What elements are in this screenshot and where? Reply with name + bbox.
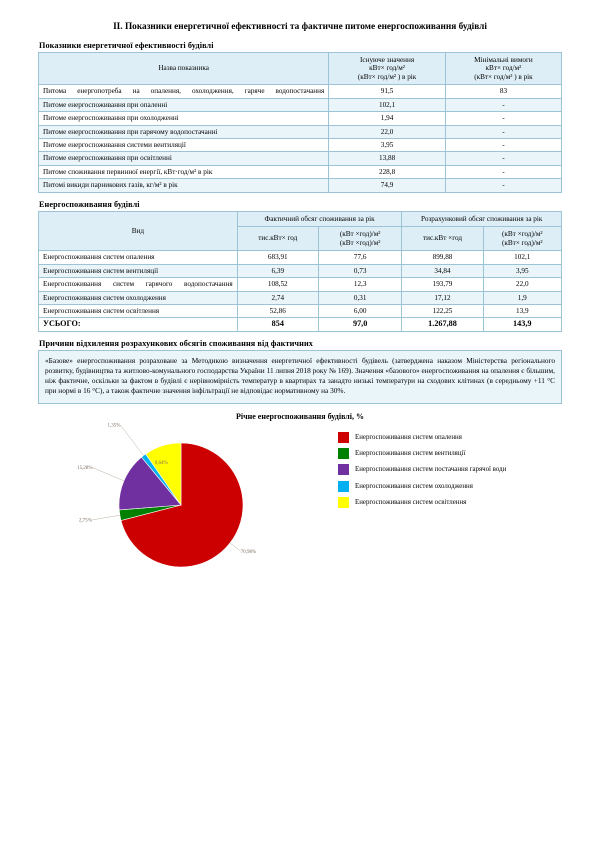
- page-title: II. Показники енергетичної ефективності та фактичне питоме енергоспоживання будівлі: [113, 22, 487, 32]
- legend-item: [338, 448, 598, 459]
- legend-item: [338, 481, 598, 492]
- legend-swatch-cooling: [338, 481, 349, 492]
- calc-absolute: 122,25: [402, 304, 483, 317]
- table-row: [39, 98, 562, 111]
- col-calc-specific-line2: (кВт× год)/м²: [501, 238, 543, 247]
- fact-absolute: 6,39: [237, 264, 318, 277]
- indicator-minimal: -: [445, 152, 561, 165]
- consumption-kind: Енергоспоживання систем опалення: [39, 251, 238, 264]
- fact-specific: 0,73: [318, 264, 402, 277]
- table-row: [39, 85, 562, 98]
- section-heading-consumption: Енергоспоживання будівлі: [39, 199, 140, 209]
- indicator-minimal: -: [445, 138, 561, 151]
- total-calc-specific: 143,9: [483, 318, 561, 331]
- col-calc-specific: [483, 227, 561, 251]
- col-existing-line1: Існуюче значення: [360, 55, 415, 64]
- consumption-kind: Енергоспоживання систем освітлення: [39, 304, 238, 317]
- legend-item: [338, 432, 598, 443]
- fact-absolute: 108,52: [237, 278, 318, 291]
- col-calc-group: Розрахунковий обсяг споживання за рік: [402, 211, 562, 227]
- indicator-name: Питоме енергоспоживання при освітленні: [39, 152, 329, 165]
- legend-swatch-hot-water: [338, 464, 349, 475]
- col-minimal-line1: Мінімальні вимоги: [474, 55, 533, 64]
- col-fact-absolute: тис.кВт× год: [237, 227, 318, 251]
- indicator-minimal: -: [445, 179, 561, 192]
- pie-leader-line: [120, 424, 144, 455]
- col-fact-specific-line1: (кВт ×год)/м²: [339, 230, 381, 239]
- pie-value-label: 70,98%: [240, 549, 257, 555]
- calc-absolute: 34,84: [402, 264, 483, 277]
- chart-title: Річне енергоспоживання будівлі, %: [236, 411, 364, 421]
- fact-absolute: 683,91: [237, 251, 318, 264]
- section-heading-indicators: Показники енергетичної ефективності будівлі: [39, 40, 214, 50]
- pie-leader-line: [230, 542, 241, 551]
- indicator-minimal: -: [445, 112, 561, 125]
- section-heading-deviation: Причини відхилення розрахункових обсягів споживання від фактичних: [39, 338, 313, 348]
- deviation-note-text: «Базове» енергоспоживання розраховане за Методикою визначення енергетичної ефективності будівель (затверджена наказом Міністерства регіонального розвитку, будівництва та житлово-комунального господарства України 11 липня 2018 року № 169). Значення «базового» енергоспоживання на опалення є більшим, ніж фактичне, оскільки за фактом в будівлі є нерівномірність температур в квартирах та занадто низькі температури на сходових клітинах (в середньому +11 °С при нормі в 16 °С), а також фактичне значення інфільтрації не відповідає нормативному на 30%.: [45, 355, 555, 396]
- indicator-name: Питома енергопотреба на опалення, охолодження, гаряче водопостачання: [39, 85, 329, 98]
- indicator-name: Питоме енергоспоживання при гарячому водопостачанні: [39, 125, 329, 138]
- col-fact-specific: [318, 227, 402, 251]
- calc-absolute: 193,79: [402, 278, 483, 291]
- spacer: [38, 332, 562, 339]
- chart-legend: [338, 432, 598, 514]
- col-minimal-value: [445, 52, 561, 85]
- table-row: [39, 179, 562, 192]
- legend-label-heating: Енергоспоживання систем опалення: [355, 433, 462, 441]
- fact-specific: 0,31: [318, 291, 402, 304]
- consumption-kind: Енергоспоживання систем вентиляції: [39, 264, 238, 277]
- table-row: [39, 291, 562, 304]
- legend-item: [338, 497, 598, 508]
- calc-absolute: 17,12: [402, 291, 483, 304]
- energy-consumption-table: [38, 211, 562, 332]
- table-row: [39, 152, 562, 165]
- col-indicator-name: Назва показника: [39, 52, 329, 85]
- calc-specific: 22,0: [483, 278, 561, 291]
- indicator-minimal: -: [445, 98, 561, 111]
- total-fact-specific: 97,0: [318, 318, 402, 331]
- pie-value-label: 15,28%: [77, 465, 93, 471]
- indicator-existing: 3,95: [329, 138, 446, 151]
- col-minimal-line3: (кВт× год/м² ) в рік: [474, 72, 533, 81]
- table-header-row: [39, 52, 562, 85]
- chart-area: [38, 424, 562, 594]
- calc-specific: 3,95: [483, 264, 561, 277]
- table-row: [39, 264, 562, 277]
- pie-value-label: 9,64%: [154, 460, 168, 466]
- pie-slices: [119, 443, 243, 567]
- pie-chart: [77, 422, 286, 580]
- legend-item: [338, 464, 598, 475]
- table-row: [39, 278, 562, 291]
- indicator-minimal: 83: [445, 85, 561, 98]
- indicator-name: Питомі викиди парникових газів, кг/м² в рік: [39, 179, 329, 192]
- indicator-name: Питоме енергоспоживання системи вентиляції: [39, 138, 329, 151]
- col-kind: Вид: [39, 211, 238, 251]
- indicator-existing: 228,8: [329, 165, 446, 178]
- pie-leader-line: [92, 467, 124, 481]
- legend-label-hot-water: Енергоспоживання систем постачання гарячої води: [355, 466, 507, 474]
- total-label: УСЬОГО:: [39, 318, 238, 331]
- deviation-note-box: [38, 350, 562, 404]
- fact-specific: 12,3: [318, 278, 402, 291]
- col-existing-value: [329, 52, 446, 85]
- indicator-existing: 102,1: [329, 98, 446, 111]
- col-existing-line2: кВт× год/м²: [369, 64, 405, 73]
- fact-specific: 6,00: [318, 304, 402, 317]
- table-header-group-row: [39, 211, 562, 227]
- legend-swatch-ventilation: [338, 448, 349, 459]
- legend-label-lighting: Енергоспоживання систем освітлення: [355, 499, 467, 507]
- indicator-existing: 91,5: [329, 85, 446, 98]
- fact-absolute: 2,74: [237, 291, 318, 304]
- table-total-row: [39, 318, 562, 331]
- table-row: [39, 125, 562, 138]
- indicator-existing: 13,88: [329, 152, 446, 165]
- pie-value-label: 1,35%: [107, 422, 121, 428]
- consumption-kind: Енергоспоживання систем охолодження: [39, 291, 238, 304]
- calc-specific: 13,9: [483, 304, 561, 317]
- col-fact-group: Фактичний обсяг споживання за рік: [237, 211, 402, 227]
- legend-swatch-lighting: [338, 497, 349, 508]
- indicator-existing: 22,0: [329, 125, 446, 138]
- legend-label-cooling: Енергоспоживання систем охолодження: [355, 482, 473, 490]
- consumption-kind: Енергоспоживання систем гарячого водопостачання: [39, 278, 238, 291]
- indicator-name: Питоме енергоспоживання при опаленні: [39, 98, 329, 111]
- table-row: [39, 251, 562, 264]
- col-fact-specific-line2: (кВт ×год)/м²: [339, 238, 381, 247]
- total-calc-absolute: 1.267,88: [402, 318, 483, 331]
- col-calc-specific-line1: (кВт ×год)/м²: [501, 230, 543, 239]
- col-minimal-line2: кВт× год/м²: [485, 64, 522, 73]
- indicator-existing: 1,94: [329, 112, 446, 125]
- col-calc-absolute: тис.кВт ×год: [402, 227, 483, 251]
- col-existing-line3: (кВт× год/м² ) в рік: [357, 72, 417, 81]
- table-row: [39, 112, 562, 125]
- table-row: [39, 165, 562, 178]
- indicator-minimal: -: [445, 125, 561, 138]
- pie-value-label: 2,75%: [78, 518, 92, 524]
- calc-specific: 102,1: [483, 251, 561, 264]
- table-row: [39, 304, 562, 317]
- pie-leader-line: [92, 515, 121, 520]
- indicator-existing: 74,9: [329, 179, 446, 192]
- calc-absolute: 899,88: [402, 251, 483, 264]
- table-row: [39, 138, 562, 151]
- spacer: [38, 193, 562, 200]
- pie-chart-svg: [77, 422, 286, 580]
- total-fact-absolute: 854: [237, 318, 318, 331]
- calc-specific: 1,9: [483, 291, 561, 304]
- fact-absolute: 52,86: [237, 304, 318, 317]
- energy-indicators-table: [38, 52, 562, 193]
- legend-swatch-heating: [338, 432, 349, 443]
- indicator-name: Питоме енергоспоживання при охолодженні: [39, 112, 329, 125]
- fact-specific: 77,6: [318, 251, 402, 264]
- indicator-minimal: -: [445, 165, 561, 178]
- indicator-name: Питоме споживання первинної енергії, кВт·год/м² в рік: [39, 165, 329, 178]
- legend-label-ventilation: Енергоспоживання систем вентиляції: [355, 449, 466, 457]
